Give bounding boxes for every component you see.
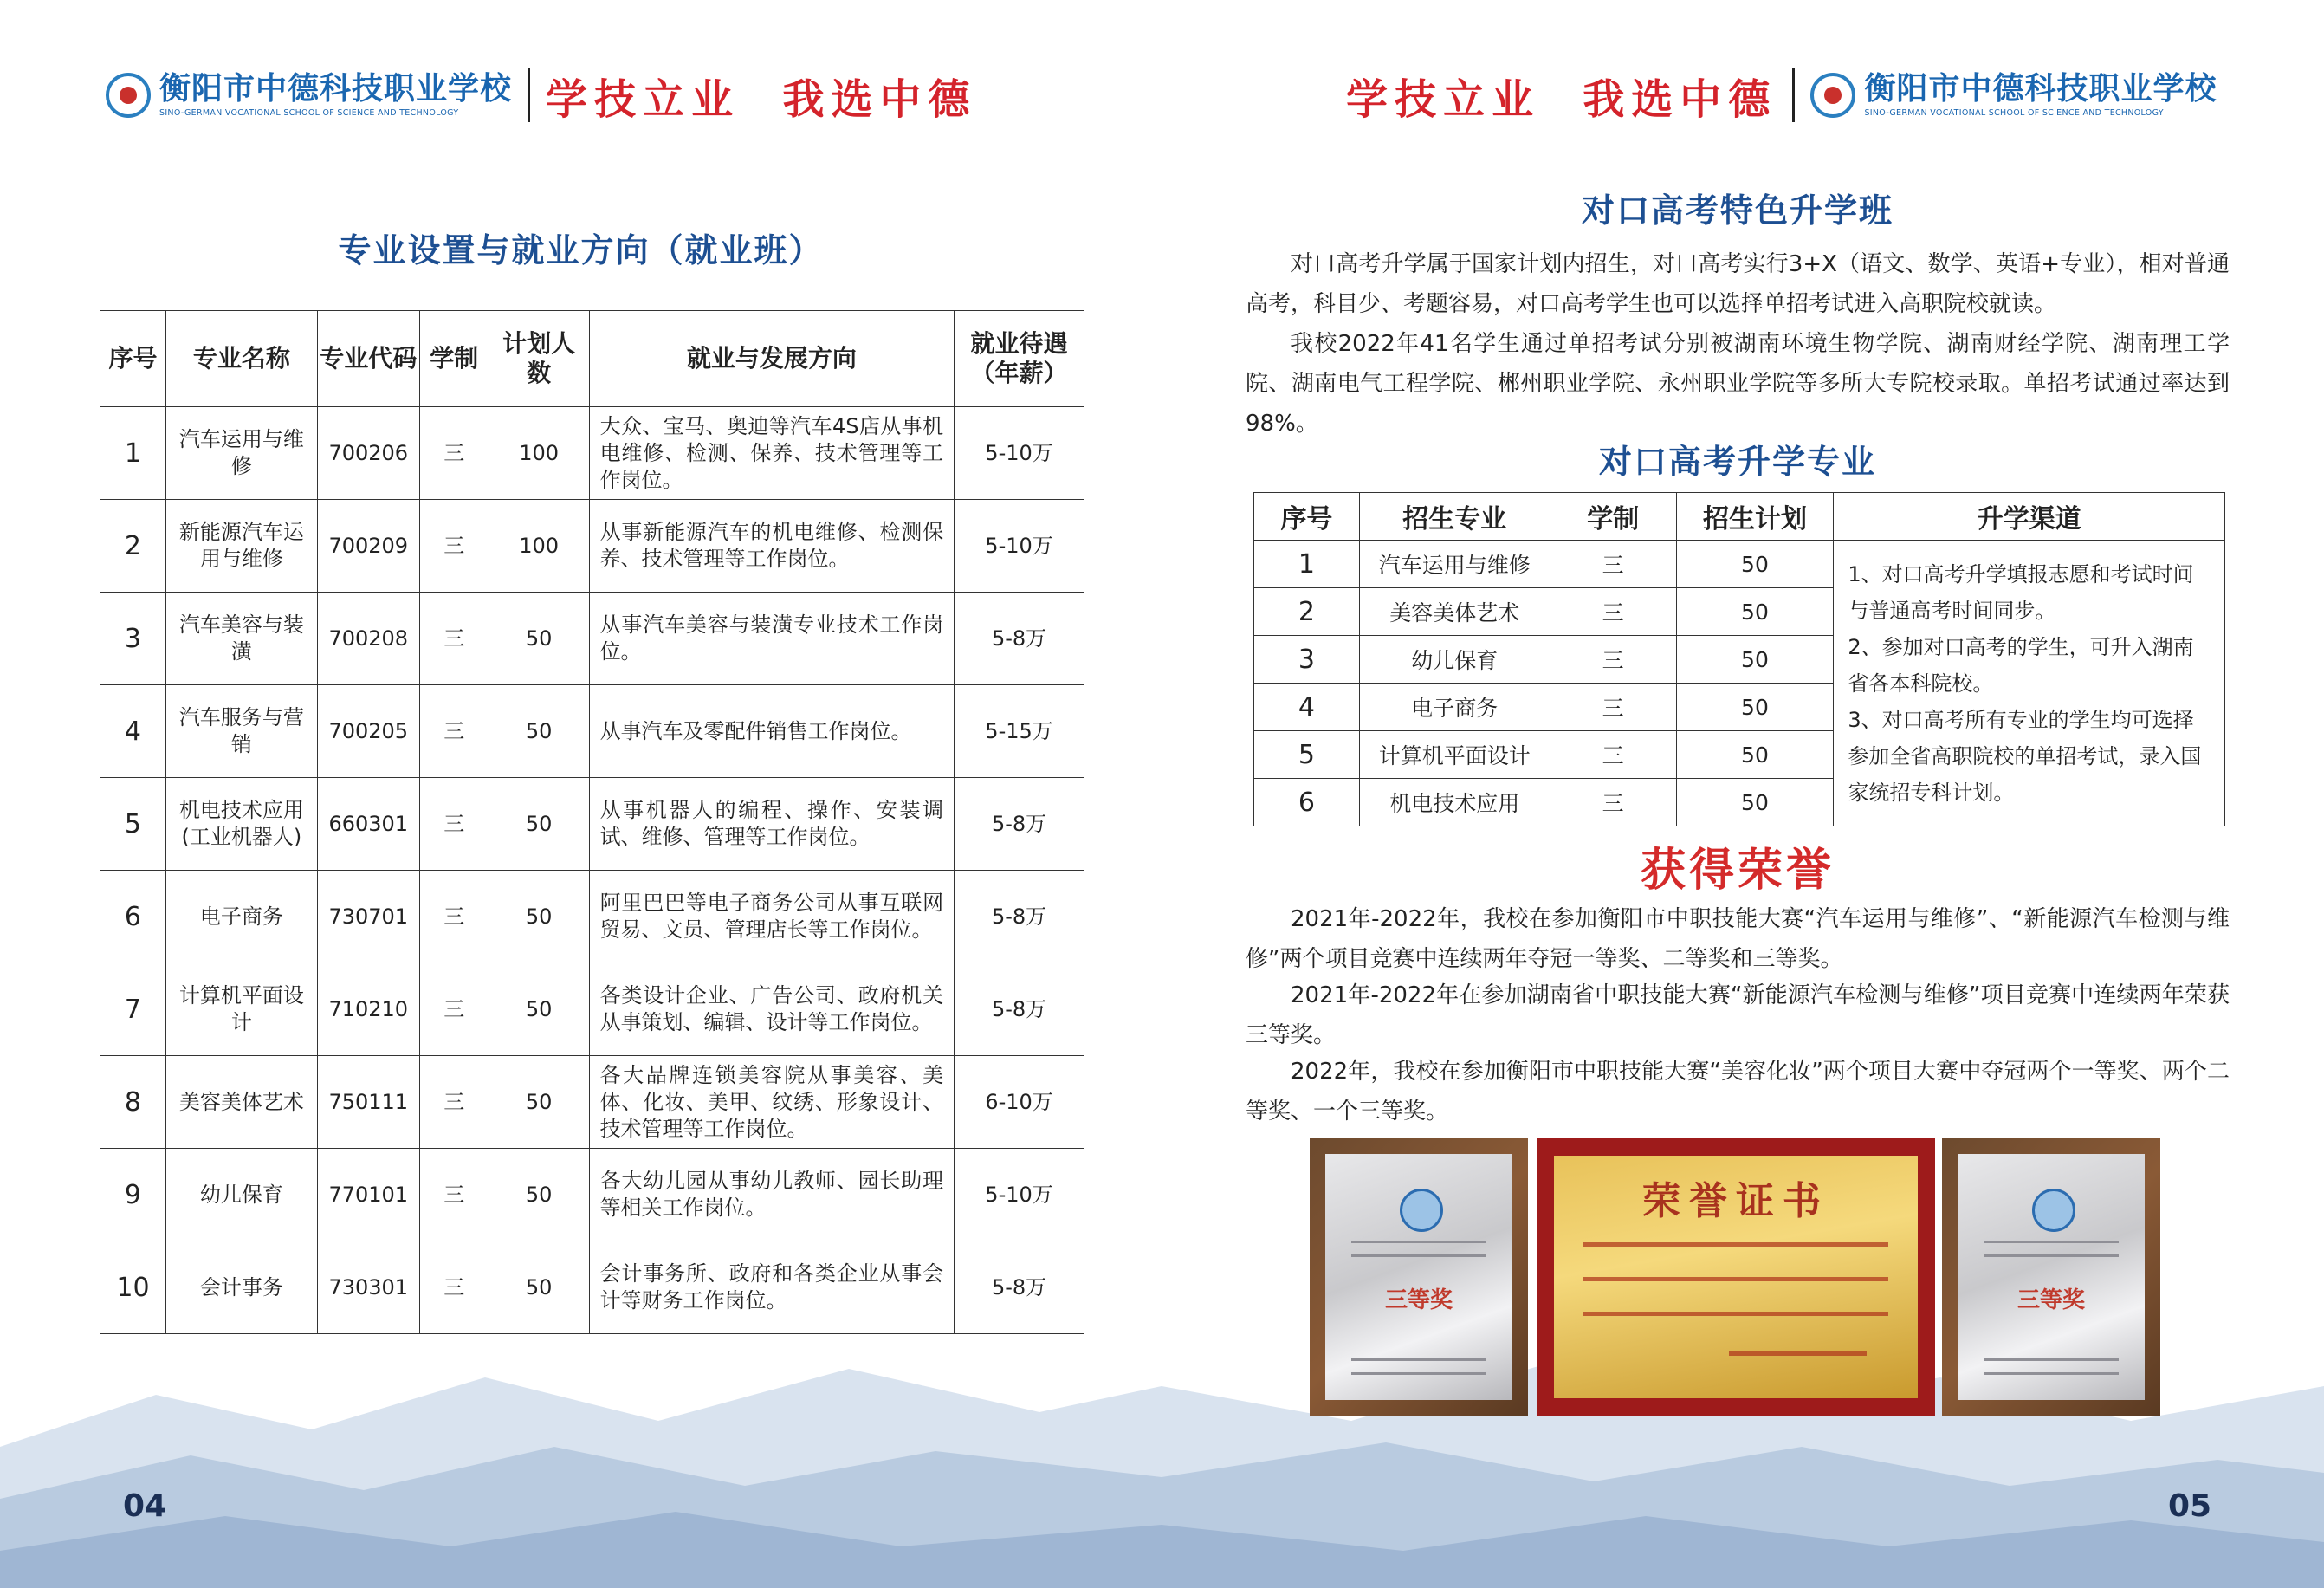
header-divider [528,68,530,122]
table-cell: 50 [489,685,589,778]
table-cell: 5-8万 [955,871,1084,963]
table-cell: 4 [1254,684,1360,731]
table-cell: 电子商务 [165,871,317,963]
text-line [1583,1242,1889,1247]
table-cell: 770101 [317,1149,419,1241]
column-header: 就业与发展方向 [589,311,955,407]
column-header: 学制 [1550,493,1676,541]
text-line [1984,1254,2119,1257]
table-row [100,1056,1084,1149]
certificate-plate [1554,1156,1918,1398]
header [106,61,976,130]
table-cell: 50 [1676,541,1834,588]
table-cell: 5-15万 [955,685,1084,778]
school-logo-icon [106,73,151,118]
table-cell: 5-10万 [955,1149,1084,1241]
table-cell: 汽车运用与维修 [165,407,317,500]
admission-channel-cell [1834,541,2225,826]
table-cell: 3 [1254,636,1360,684]
channel-item: 1、对口高考升学填报志愿和考试时间与普通高考时间同步。 [1848,561,2194,623]
table-cell: 会计事务所、政府和各类企业从事会计等财务工作岗位。 [589,1241,955,1334]
school-name-en: SINO-GERMAN VOCATIONAL SCHOOL OF SCIENCE AND TECHNOLOGY [1864,108,2164,118]
table-cell: 50 [489,778,589,871]
plaque-plate [1325,1154,1512,1400]
table-cell: 730301 [317,1241,419,1334]
school-name-cn: 衡阳市中德科技职业学校 [159,71,513,107]
table-cell: 电子商务 [1359,684,1550,731]
table-cell: 700206 [317,407,419,500]
column-header: 就业待遇（年薪） [955,311,1084,407]
text-line [1351,1254,1486,1257]
table-cell: 机电技术应用(工业机器人) [165,778,317,871]
table-header-row [1254,493,2225,541]
channel-item: 2、参加对口高考的学生，可升入湖南省各本科院校。 [1848,634,2194,696]
table-row [100,778,1084,871]
table-cell: 三 [1550,779,1676,826]
school-name-cn: 衡阳市中德科技职业学校 [1864,71,2217,107]
table-cell: 710210 [317,963,419,1056]
channel-item: 3、对口高考所有专业的学生均可选择参加全省高职院校的单招考试，录入国家统招专科计划。 [1848,707,2202,805]
table-cell: 2 [1254,588,1360,636]
table-cell: 7 [100,963,166,1056]
page-number: 05 [2168,1488,2212,1524]
table-cell: 三 [419,500,489,593]
table-cell: 50 [489,963,589,1056]
section-title: 对口高考特色升学班 [1581,191,1894,230]
column-header: 专业名称 [165,311,317,407]
table-cell: 50 [1676,636,1834,684]
certificate-title: 荣誉证书 [1642,1179,1829,1223]
table-body [1254,541,2225,826]
table-cell: 2 [100,500,166,593]
table-cell: 5-8万 [955,778,1084,871]
majors-table [100,310,1084,1334]
table-cell: 50 [1676,779,1834,826]
column-header: 专业代码 [317,311,419,407]
table-cell: 660301 [317,778,419,871]
table-cell: 50 [489,593,589,685]
table-cell: 6 [1254,779,1360,826]
plaque-plate [1958,1154,2145,1400]
table-cell: 6-10万 [955,1056,1084,1149]
table-cell: 50 [489,871,589,963]
text-line [1583,1277,1889,1281]
slogan: 学技立业 我选中德 [546,75,977,124]
column-header: 序号 [100,311,166,407]
table-cell: 机电技术应用 [1359,779,1550,826]
table-cell: 8 [100,1056,166,1149]
honor-title: 获得荣誉 [1640,845,1835,897]
table-cell: 50 [489,1056,589,1149]
table-cell: 三 [419,1149,489,1241]
table-header-row [100,311,1084,407]
exam-majors-table [1253,492,2225,826]
table-row [100,963,1084,1056]
table-cell: 700209 [317,500,419,593]
table-cell: 三 [1550,684,1676,731]
text-line [1984,1241,2119,1243]
intro-paragraph: 对口高考升学属于国家计划内招生，对口高考实行3+X（语文、数学、英语+专业），相对普通高考，科目少、考题容易，对口高考学生也可以选择单招考试进入高职院校就读。 [1246,251,2230,317]
table-cell: 阿里巴巴等电子商务公司从事互联网贸易、文员、管理店长等工作岗位。 [589,871,955,963]
table-cell: 汽车美容与装潢 [165,593,317,685]
section-title: 专业设置与就业方向（就业班） [338,231,824,269]
honor-paragraph: 2021年-2022年在参加湖南省中职技能大赛“新能源汽车检测与维修”项目竞赛中连续两年荣获三等奖。 [1246,982,2230,1048]
table-cell: 730701 [317,871,419,963]
column-header: 升学渠道 [1834,493,2225,541]
page-number: 04 [123,1488,167,1524]
table-cell: 各大幼儿园从事幼儿教师、园长助理等相关工作岗位。 [589,1149,955,1241]
table-cell: 5 [1254,731,1360,779]
table-cell: 从事汽车美容与装潢专业技术工作岗位。 [589,593,955,685]
emblem-icon [1400,1189,1443,1232]
table-cell: 三 [419,871,489,963]
table-cell: 幼儿保育 [1359,636,1550,684]
table-cell: 100 [489,407,589,500]
table-cell: 700205 [317,685,419,778]
text-line [1351,1372,1486,1375]
table-cell: 5-10万 [955,500,1084,593]
table-cell: 美容美体艺术 [165,1056,317,1149]
table-cell: 4 [100,685,166,778]
table-cell: 新能源汽车运用与维修 [165,500,317,593]
table-cell: 计算机平面设计 [165,963,317,1056]
table-cell: 50 [1676,588,1834,636]
table-cell: 计算机平面设计 [1359,731,1550,779]
table-cell: 6 [100,871,166,963]
table-row [100,407,1084,500]
column-header: 招生专业 [1359,493,1550,541]
table-cell: 10 [100,1241,166,1334]
award-text: 三等奖 [2017,1287,2085,1313]
table-cell: 3 [100,593,166,685]
table-cell: 三 [419,685,489,778]
school-name-en: SINO-GERMAN VOCATIONAL SCHOOL OF SCIENCE AND TECHNOLOGY [159,108,459,118]
column-header: 招生计划 [1676,493,1834,541]
table-cell: 三 [419,963,489,1056]
table-cell: 三 [419,1241,489,1334]
admission-paragraph: 我校2022年41名学生通过单招考试分别被湖南环境生物学院、湖南财经学院、湖南理工学院、湖南电气工程学院、郴州职业学院、永州职业学院等多所大专院校录取。单招考试通过率达到98%。 [1246,331,2230,437]
honor-paragraph: 2021年-2022年，我校在参加衡阳市中职技能大赛“汽车运用与维修”、“新能源汽车检测与维修”两个项目竞赛中连续两年夺冠一等奖、二等奖和三等奖。 [1246,906,2230,972]
table-cell: 5-8万 [955,1241,1084,1334]
section-title: 对口高考升学专业 [1598,443,1876,481]
table-row [100,593,1084,685]
table-row [100,500,1084,593]
table-cell: 50 [1676,684,1834,731]
table-cell: 从事新能源汽车的机电维修、检测保养、技术管理等工作岗位。 [589,500,955,593]
table-cell: 5-8万 [955,963,1084,1056]
school-name-block [159,71,512,120]
school-logo-icon [1810,73,1855,118]
table-cell: 三 [419,1056,489,1149]
text-line [1729,1351,1868,1356]
column-header: 学制 [419,311,489,407]
table-cell: 美容美体艺术 [1359,588,1550,636]
table-cell: 三 [419,407,489,500]
table-cell: 5-10万 [955,407,1084,500]
table-cell: 100 [489,500,589,593]
school-name-block [1864,71,2217,120]
table-cell: 700208 [317,593,419,685]
column-header: 计划人数 [489,311,589,407]
certificate-plaque [1310,1138,1528,1416]
text-line [1351,1358,1486,1361]
table-row [100,1149,1084,1241]
text-line [1351,1241,1486,1243]
header [1346,61,2217,130]
table-cell: 会计事务 [165,1241,317,1334]
table-cell: 汽车运用与维修 [1359,541,1550,588]
table-row [1254,541,2225,588]
award-text: 三等奖 [1384,1287,1453,1313]
table-cell: 大众、宝马、奥迪等汽车4S店从事机电维修、检测、保养、技术管理等工作岗位。 [589,407,955,500]
table-cell: 各类设计企业、广告公司、政府机关从事策划、编辑、设计等工作岗位。 [589,963,955,1056]
table-row [100,685,1084,778]
text-line [1583,1312,1889,1316]
table-cell: 50 [489,1149,589,1241]
honor-certificate [1537,1138,1935,1416]
honor-paragraph: 2022年，我校在参加衡阳市中职技能大赛“美容化妆”两个项目大赛中夺冠两个一等奖、两个二等奖、一个三等奖。 [1246,1059,2230,1125]
table-cell: 汽车服务与营销 [165,685,317,778]
table-cell: 50 [1676,731,1834,779]
table-cell: 从事汽车及零配件销售工作岗位。 [589,685,955,778]
table-cell: 幼儿保育 [165,1149,317,1241]
table-cell: 1 [100,407,166,500]
table-cell: 5 [100,778,166,871]
text-line [1984,1372,2119,1375]
table-cell: 750111 [317,1056,419,1149]
table-cell: 三 [419,778,489,871]
column-header: 序号 [1254,493,1360,541]
table-body [100,407,1084,1334]
table-cell: 各大品牌连锁美容院从事美容、美体、化妆、美甲、纹绣、形象设计、技术管理等工作岗位。 [589,1056,955,1149]
table-cell: 从事机器人的编程、操作、安装调试、维修、管理等工作岗位。 [589,778,955,871]
table-cell: 三 [1550,588,1676,636]
table-cell: 三 [1550,731,1676,779]
table-row [100,871,1084,963]
table-cell: 1 [1254,541,1360,588]
table-cell: 三 [1550,636,1676,684]
emblem-icon [2032,1189,2075,1232]
table-cell: 9 [100,1149,166,1241]
text-line [1984,1358,2119,1361]
table-cell: 三 [1550,541,1676,588]
table-row [100,1241,1084,1334]
certificate-plaque [1942,1138,2160,1416]
table-cell: 三 [419,593,489,685]
slogan: 学技立业 我选中德 [1346,75,1777,124]
header-divider [1792,68,1795,122]
table-cell: 5-8万 [955,593,1084,685]
table-cell: 50 [489,1241,589,1334]
